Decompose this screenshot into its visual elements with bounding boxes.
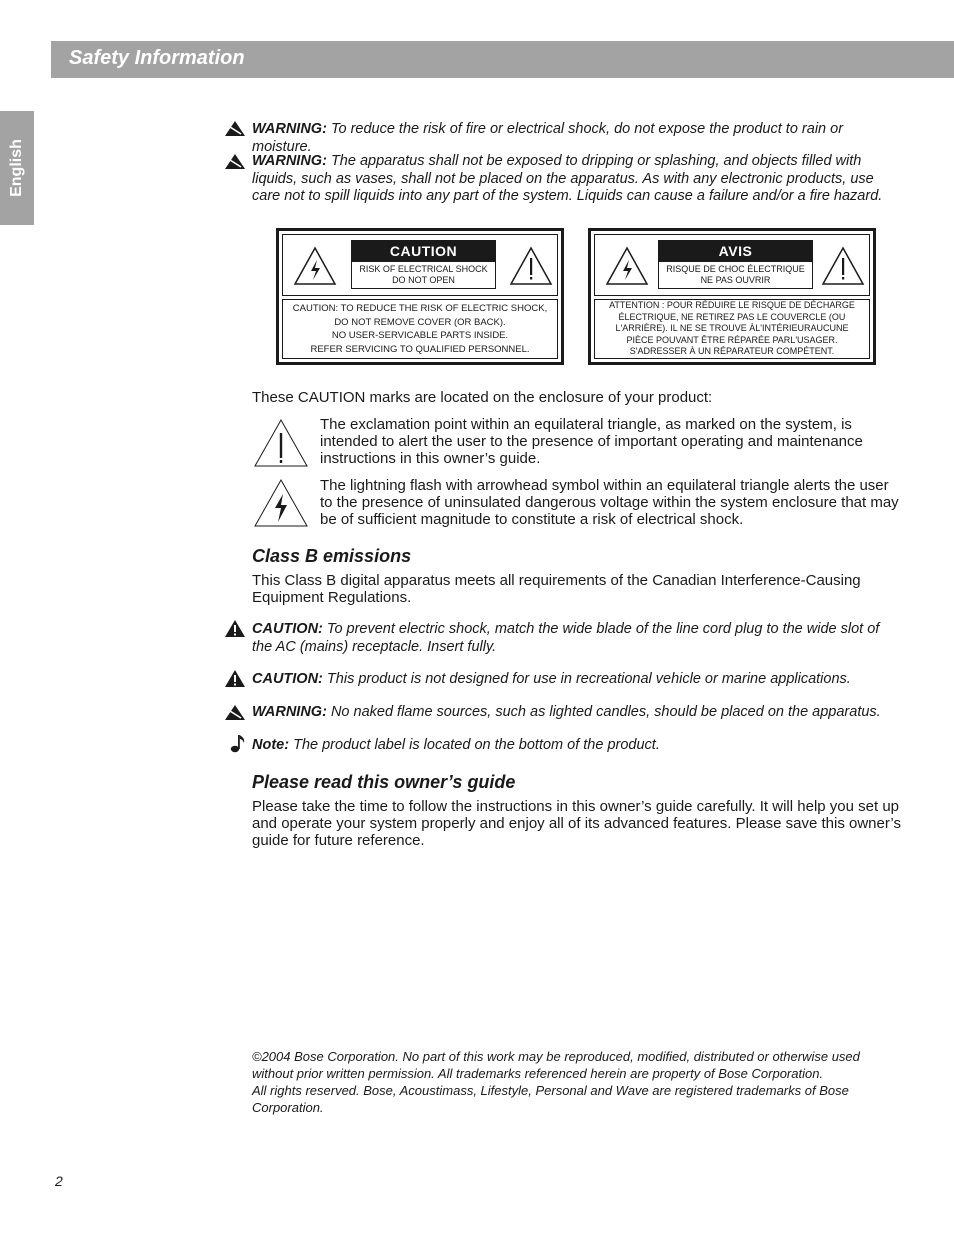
marks-intro: These CAUTION marks are located on the enclosure of your product: (252, 389, 713, 406)
notice-text: No naked flame sources, such as lighted candles, should be placed on the apparatus. (330, 704, 881, 720)
avis-subtext: RISQUE DE CHOC ÉLECTRIQUE NE PAS OUVRIR (658, 262, 813, 289)
trademark-text: All rights reserved. Bose, Acoustimass, Lifestyle, Personal and Wave are registered trademarks of Bose Corporation. (252, 1083, 849, 1115)
avis-heading: AVIS (658, 240, 813, 262)
lightning-triangle-icon (253, 478, 309, 528)
symbol-description: The exclamation point within an equilateral triangle, as marked on the system, is intended to alert the user to the presence of important operating and maintenance instructions in this owner’s guide. (320, 416, 863, 467)
notice-text: To prevent electric shock, match the wide blade of the line cord plug to the wide slot of the AC (mains) receptacle. Insert fully. (252, 621, 880, 655)
warning-notice (252, 121, 902, 156)
notice-text: This product is not designed for use in recreational vehicle or marine applications. (326, 671, 851, 687)
avis-body (594, 299, 870, 359)
warning-icon (224, 119, 246, 137)
caution-label-top (282, 234, 558, 296)
page-number: 2 (55, 1173, 63, 1189)
notice-text: To reduce the risk of fire or electrical shock, do not expose the product to rain or moisture. (252, 121, 844, 155)
read-guide-text: Please take the time to follow the instructions in this owner’s guide carefully. It will help you set up and operate your system properly and enjoy all of its advanced features. Please save this owner’s guide for future reference. (252, 798, 901, 849)
class-b-heading: Class B emissions (252, 546, 412, 566)
avis-label (588, 228, 876, 365)
exclamation-triangle-icon (821, 246, 865, 286)
page-title: Safety Information (69, 47, 245, 69)
warning-notice (252, 704, 902, 722)
lightning-triangle-icon (605, 246, 649, 286)
note-notice (252, 737, 902, 755)
notice-text: The product label is located on the bottom of the product. (293, 737, 660, 753)
notice-label: CAUTION: (252, 671, 323, 687)
notice-label: Note: (252, 737, 290, 753)
caution-icon (224, 619, 246, 638)
caution-heading: CAUTION (351, 240, 496, 262)
notice-label: WARNING: (252, 704, 327, 720)
music-note-icon (230, 733, 246, 753)
class-b-text: This Class B digital apparatus meets all requirements of the Canadian Interference-Causing Equipment Regulations. (252, 572, 861, 606)
exclamation-triangle-icon (509, 246, 553, 286)
warning-notice (252, 153, 902, 206)
language-tab (0, 111, 34, 225)
caution-icon (224, 669, 246, 688)
caution-body (282, 299, 558, 359)
caution-notice (252, 621, 902, 656)
caution-label (276, 228, 564, 365)
notice-label: WARNING: (252, 121, 327, 137)
notice-label: CAUTION: (252, 621, 323, 637)
notice-text: The apparatus shall not be exposed to dripping or splashing, and objects filled with liquids, such as vases, shall not be placed on the apparatus. As with any electronic products, use care not to spill liquids into any part of the system. Liquids can cause a failure and/or a fire hazard. (252, 153, 883, 204)
caution-body-text: CAUTION: TO REDUCE THE RISK OF ELECTRIC SHOCK, DO NOT REMOVE COVER (OR BACK). NO USER-SERVICABLE PARTS INSIDE. REFER SERVICING TO QUALIFIED PERSONNEL. (292, 303, 548, 355)
avis-body-text: ATTENTION : POUR RÉDUIRE LE RISQUE DE DÉCHARGE ÉLECTRIQUE, NE RETIREZ PAS LE COUVERCLE (OU L'ARRIÈRE). IL NE SE TROUVE ÀL'INTÉRIEURAUCUNE PIÈCE POUVANT ÊTRE RÉPARÉE PARL'USAGER. S'ADRESSER À UN RÉPARATEUR COMPÉTENT. (609, 300, 855, 357)
warning-icon (224, 703, 246, 721)
section-header (51, 41, 954, 78)
avis-label-top (594, 234, 870, 296)
read-guide-heading: Please read this owner’s guide (252, 772, 516, 792)
symbol-description: The lightning flash with arrowhead symbol within an equilateral triangle alerts the user to the presence of uninsulated dangerous voltage within the system enclosure that may be of sufficient magnitude to constitute a risk of electrical shock. (320, 477, 899, 528)
caution-notice (252, 671, 902, 689)
exclamation-triangle-icon (253, 418, 309, 468)
warning-icon (224, 152, 246, 170)
language-tab-label: English (8, 139, 25, 197)
notice-label: WARNING: (252, 153, 327, 169)
copyright-text: ©2004 Bose Corporation. No part of this work may be reproduced, modified, distributed or otherwise used without prior written permission. All trademarks referenced herein are property of Bose Corporation. (252, 1049, 860, 1081)
lightning-triangle-icon (293, 246, 337, 286)
caution-subtext: RISK OF ELECTRICAL SHOCK DO NOT OPEN (351, 262, 496, 289)
